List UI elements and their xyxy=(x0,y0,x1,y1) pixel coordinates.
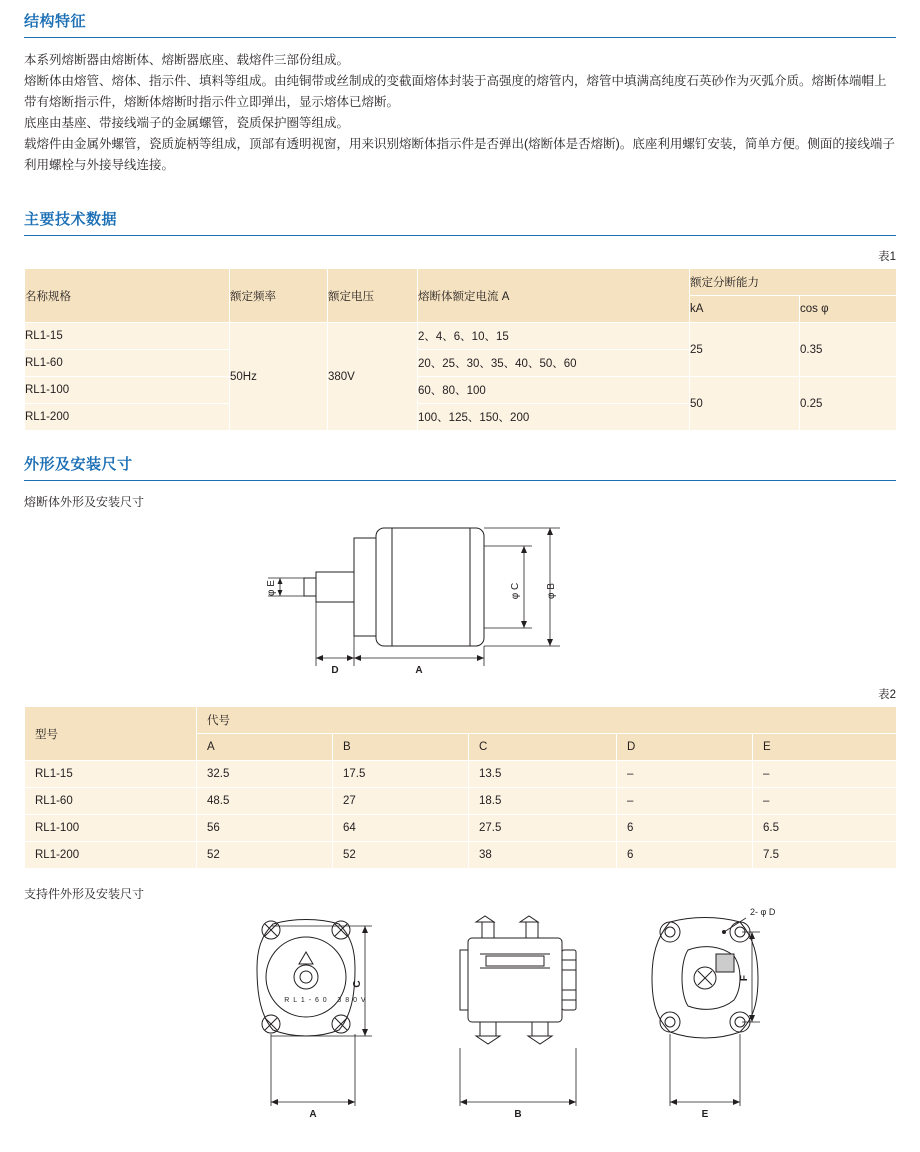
cell-a: 32.5 xyxy=(197,761,333,788)
th-rated-frequency: 额定频率 xyxy=(230,269,328,323)
th-dim-a: A xyxy=(197,734,333,761)
table-row xyxy=(25,842,897,869)
cell-e: – xyxy=(753,761,897,788)
cell-model: RL1-200 xyxy=(25,842,197,869)
cell-c: 18.5 xyxy=(469,788,617,815)
cell-d: 6 xyxy=(617,815,753,842)
cell-ka: 25 xyxy=(690,323,800,377)
support-label-holes: 2- φ D xyxy=(750,907,776,917)
support-body-text-2: 3 8 0 V xyxy=(337,997,367,1004)
cell-current: 20、25、30、35、40、50、60 xyxy=(418,350,690,377)
structure-paragraphs xyxy=(24,50,896,176)
support-figure xyxy=(24,906,896,1136)
cell-d: – xyxy=(617,761,753,788)
cell-b: 64 xyxy=(333,815,469,842)
th-rated-current: 熔断体额定电流 A xyxy=(418,269,690,323)
fig-label-b: φ B xyxy=(546,583,557,599)
cell-model: RL1-100 xyxy=(25,377,230,404)
cell-cos: 0.25 xyxy=(800,377,897,431)
cell-c: 27.5 xyxy=(469,815,617,842)
support-label-b: B xyxy=(514,1109,522,1120)
fig-label-c: φ C xyxy=(510,582,521,600)
table1-label: 表1 xyxy=(878,251,896,263)
structure-paragraph-4: 载熔件由金属外螺管，瓷质旋柄等组成，顶部有透明视窗，用来识别熔断体指示件是否弹出(熔断体是否熔断)。底座利用螺钉安装，简单方便。侧面的接线端子利用螺栓与外接导线连接。 xyxy=(24,137,895,172)
th-dim-d: D xyxy=(617,734,753,761)
fig-label-e: φ E xyxy=(266,580,277,596)
fuse-link-figure xyxy=(24,516,896,676)
th-code: 代号 xyxy=(197,707,897,734)
support-caption: 支持件外形及安装尺寸 xyxy=(24,887,145,901)
table2-label: 表2 xyxy=(878,689,896,701)
fig-label-a: A xyxy=(415,665,423,676)
section-title-structure: 结构特征 xyxy=(24,13,87,30)
cell-d: – xyxy=(617,788,753,815)
th-ka: kA xyxy=(690,296,800,323)
support-body-text-1: R L 1 - 6 0 xyxy=(284,997,328,1004)
support-label-e: E xyxy=(701,1109,709,1120)
th-breaking-capacity: 额定分断能力 xyxy=(690,269,897,296)
cell-a: 56 xyxy=(197,815,333,842)
cell-c: 38 xyxy=(469,842,617,869)
cell-b: 52 xyxy=(333,842,469,869)
cell-b: 27 xyxy=(333,788,469,815)
th-model: 型号 xyxy=(25,707,197,761)
th-name-spec: 名称规格 xyxy=(25,269,230,323)
th-cos-phi: cos φ xyxy=(800,296,897,323)
section-title-tech-data: 主要技术数据 xyxy=(24,211,118,228)
cell-current: 100、125、150、200 xyxy=(418,404,690,431)
cell-a: 48.5 xyxy=(197,788,333,815)
table-row xyxy=(25,815,897,842)
dim-header-row-1 xyxy=(25,707,897,734)
support-drawing xyxy=(140,906,780,1136)
cell-model: RL1-15 xyxy=(25,761,197,788)
cell-a: 52 xyxy=(197,842,333,869)
cell-model: RL1-15 xyxy=(25,323,230,350)
tech-data-table xyxy=(24,268,897,431)
cell-e: – xyxy=(753,788,897,815)
table-row xyxy=(25,323,897,350)
table-row xyxy=(25,788,897,815)
th-dim-c: C xyxy=(469,734,617,761)
cell-current: 60、80、100 xyxy=(418,377,690,404)
fuse-link-caption: 熔断体外形及安装尺寸 xyxy=(24,495,145,509)
fig-label-d: D xyxy=(331,665,339,676)
th-dim-e: E xyxy=(753,734,897,761)
cell-model: RL1-100 xyxy=(25,815,197,842)
table-row xyxy=(25,761,897,788)
table-row xyxy=(25,377,897,404)
cell-current: 2、4、6、10、15 xyxy=(418,323,690,350)
cell-d: 6 xyxy=(617,842,753,869)
cell-frequency: 50Hz xyxy=(230,323,328,431)
support-label-a: A xyxy=(309,1109,317,1120)
section-title-dimensions: 外形及安装尺寸 xyxy=(24,456,133,473)
cell-c: 13.5 xyxy=(469,761,617,788)
support-label-f: F xyxy=(739,974,750,982)
th-rated-voltage: 额定电压 xyxy=(328,269,418,323)
support-label-c: C xyxy=(352,980,363,988)
section-divider-structure xyxy=(24,37,896,38)
section-divider-dimensions xyxy=(24,480,896,481)
cell-e: 7.5 xyxy=(753,842,897,869)
structure-paragraph-2: 熔断体由熔管、熔体、指示件、填料等组成。由纯铜带或丝制成的变截面熔体封装于高强度的熔管内，熔管中填满高纯度石英砂作为灭弧介质。熔断体端帽上带有熔断指示件，熔断体熔断时指示件立即弹出，显示熔体已熔断。 xyxy=(24,74,887,109)
table-header-row-1 xyxy=(25,269,897,296)
th-dim-b: B xyxy=(333,734,469,761)
structure-paragraph-3: 底座由基座、带接线端子的金属螺管，瓷质保护圈等组成。 xyxy=(24,116,350,130)
cell-model: RL1-60 xyxy=(25,350,230,377)
cell-model: RL1-200 xyxy=(25,404,230,431)
cell-model: RL1-60 xyxy=(25,788,197,815)
structure-paragraph-1: 本系列熔断器由熔断体、熔断器底座、载熔件三部份组成。 xyxy=(24,53,350,67)
cell-b: 17.5 xyxy=(333,761,469,788)
section-divider-tech-data xyxy=(24,235,896,236)
cell-cos: 0.35 xyxy=(800,323,897,377)
dimensions-table xyxy=(24,706,897,869)
cell-voltage: 380V xyxy=(328,323,418,431)
cell-e: 6.5 xyxy=(753,815,897,842)
cell-ka: 50 xyxy=(690,377,800,431)
fuse-link-drawing xyxy=(140,516,780,676)
